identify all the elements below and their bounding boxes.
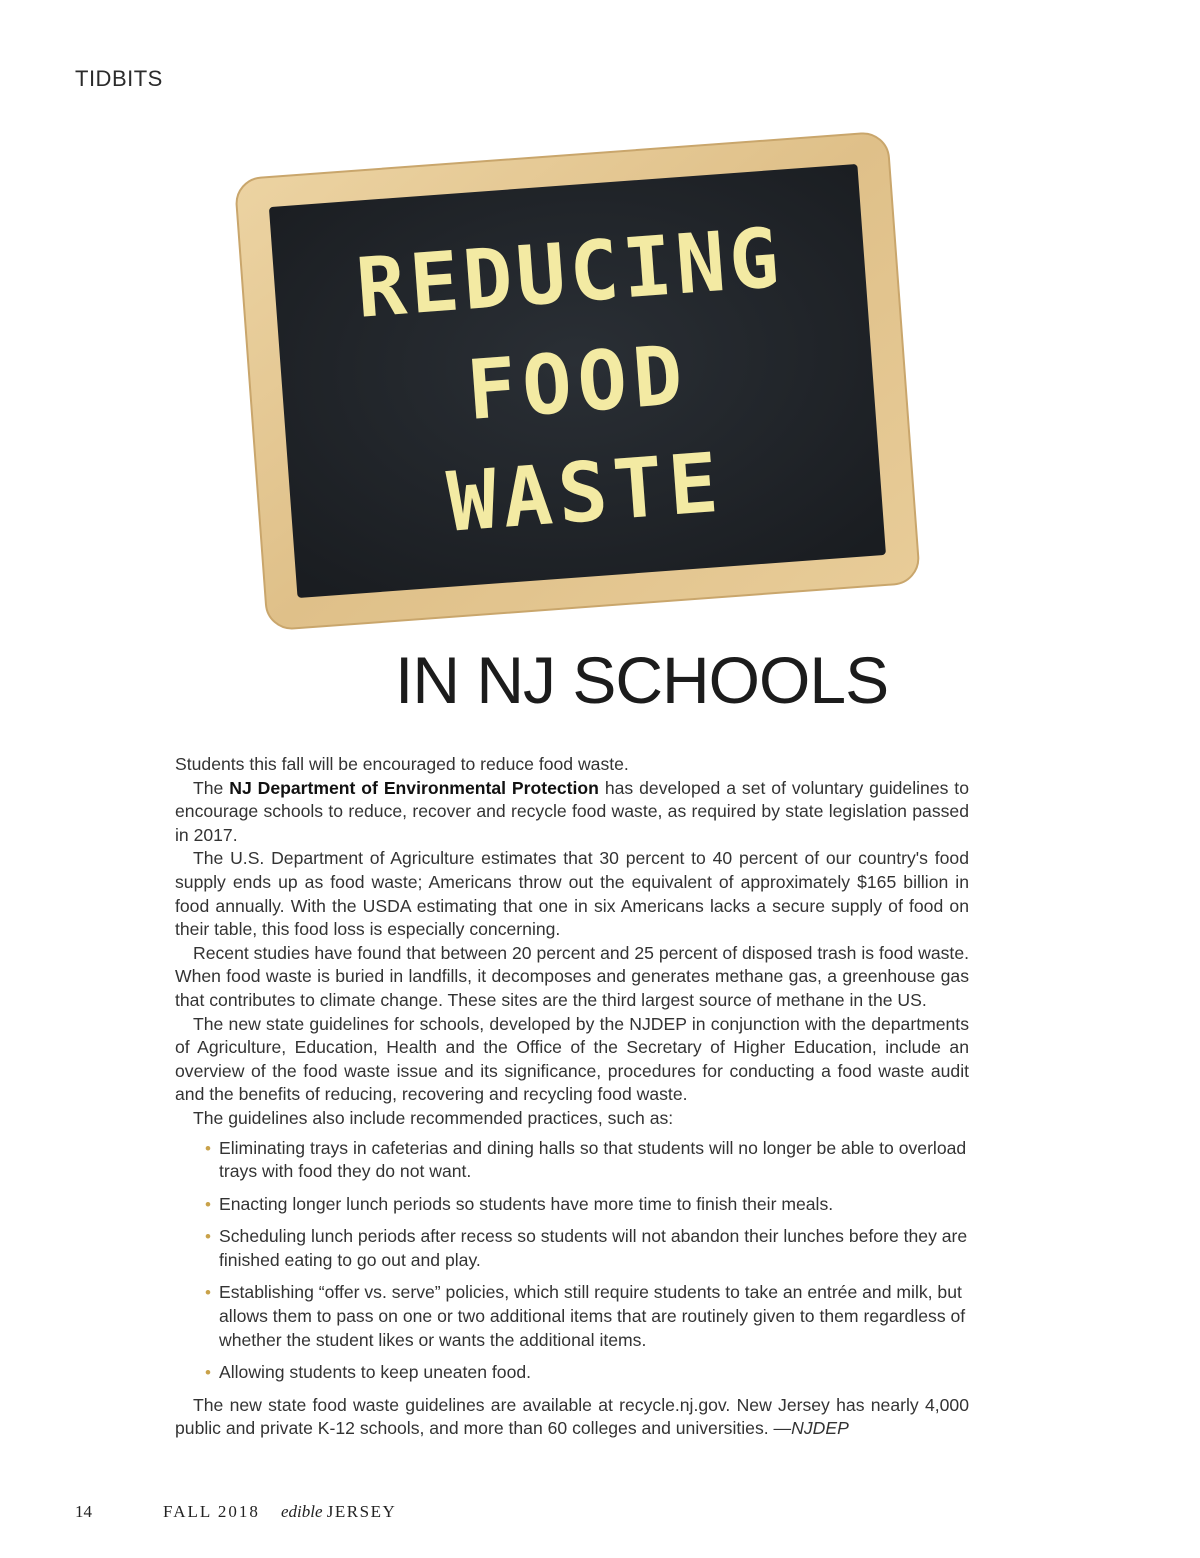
list-item <box>205 1361 969 1385</box>
paragraph-landfill: Recent studies have found that between 20 percent and 25 percent of disposed trash is food waste. When food waste is buried in landfills, it decomposes and generates methane gas, a greenhouse gas that contributes to climate change. These sites are the third largest source of methane in the US. <box>175 942 969 1010</box>
paragraph-guidelines: The new state guidelines for schools, developed by the NJDEP in conjunction with the departments of Agriculture, Education, Health and the Office of the Secretary of Higher Education, include an overview of the food waste issue and its significance, procedures for conducting a food waste audit and the benefits of reducing, recovering and recycling food waste. <box>175 1013 969 1105</box>
bullet-icon: • <box>205 1138 211 1158</box>
paragraph-njdep-post: has developed a set of voluntary guidelines to encourage schools to reduce, recover and recycle food waste, as required by state legislation passed in 2017. <box>175 777 969 845</box>
headline-line-1: REDUCING <box>353 210 786 337</box>
magazine-name-italic: edible <box>281 1502 323 1521</box>
article-body <box>175 753 969 1441</box>
list-item-text: Eliminating trays in cafeterias and dining halls so that students will no longer be able to overload trays with food they do not want. <box>219 1137 967 1182</box>
bullet-icon: • <box>205 1227 211 1247</box>
paragraph-usda: The U.S. Department of Agriculture estimates that 30 percent to 40 percent of our country's food supply ends up as food waste; Americans throw out the equivalent of approximately $165 billion in food annually. With the USDA estimating that one in six Americans lacks a secure supply of food on their table, this food loss is especially concerning. <box>175 848 969 940</box>
paragraph-njdep <box>175 777 969 848</box>
practices-list <box>175 1137 969 1385</box>
headline-subtitle: IN NJ SCHOOLS <box>395 643 889 717</box>
paragraph-closing <box>175 1394 969 1441</box>
org-name: NJ Department of Environmental Protection <box>229 777 599 798</box>
chalkboard-svg <box>232 115 922 635</box>
article-credit: —NJDEP <box>773 1418 849 1439</box>
paragraph-closing-text: The new state food waste guidelines are available at recycle.nj.gov. New Jersey has nearly 4,000 public and private K-12 schools, and more than 60 colleges and universities. <box>175 1394 969 1439</box>
list-item-text: Establishing “offer vs. serve” policies, which still require students to take an entrée and milk, but allows them to pass on one or two additional items that are routinely given to them regardless of whether the student likes or wants the additional items. <box>219 1282 966 1350</box>
section-label: TIDBITS <box>75 66 163 91</box>
chalkboard-illustration <box>232 115 922 635</box>
paragraph-practices-intro: The guidelines also include recommended practices, such as: <box>193 1107 674 1128</box>
list-item <box>205 1225 969 1272</box>
list-item <box>205 1193 969 1217</box>
list-item <box>205 1137 969 1184</box>
list-item-text: Allowing students to keep uneaten food. <box>219 1362 532 1383</box>
paragraph-intro: Students this fall will be encouraged to reduce food waste. <box>175 754 629 774</box>
page-number: 14 <box>75 1502 92 1521</box>
paragraph-njdep-pre: The <box>193 777 230 798</box>
bullet-icon: • <box>205 1194 211 1214</box>
bullet-icon: • <box>205 1363 211 1383</box>
headline-line-2: FOOD <box>463 327 692 439</box>
headline-line-3: WASTE <box>444 435 728 551</box>
bullet-icon: • <box>205 1283 211 1303</box>
page-footer <box>75 1502 396 1522</box>
list-item-text: Enacting longer lunch periods so students have more time to finish their meals. <box>219 1193 834 1214</box>
list-item <box>205 1281 969 1352</box>
magazine-name-caps: JERSEY <box>326 1502 397 1521</box>
list-item-text: Scheduling lunch periods after recess so students will not abandon their lunches before they are finished eating to go out and play. <box>219 1226 968 1270</box>
issue-season: FALL 2018 <box>163 1502 260 1521</box>
